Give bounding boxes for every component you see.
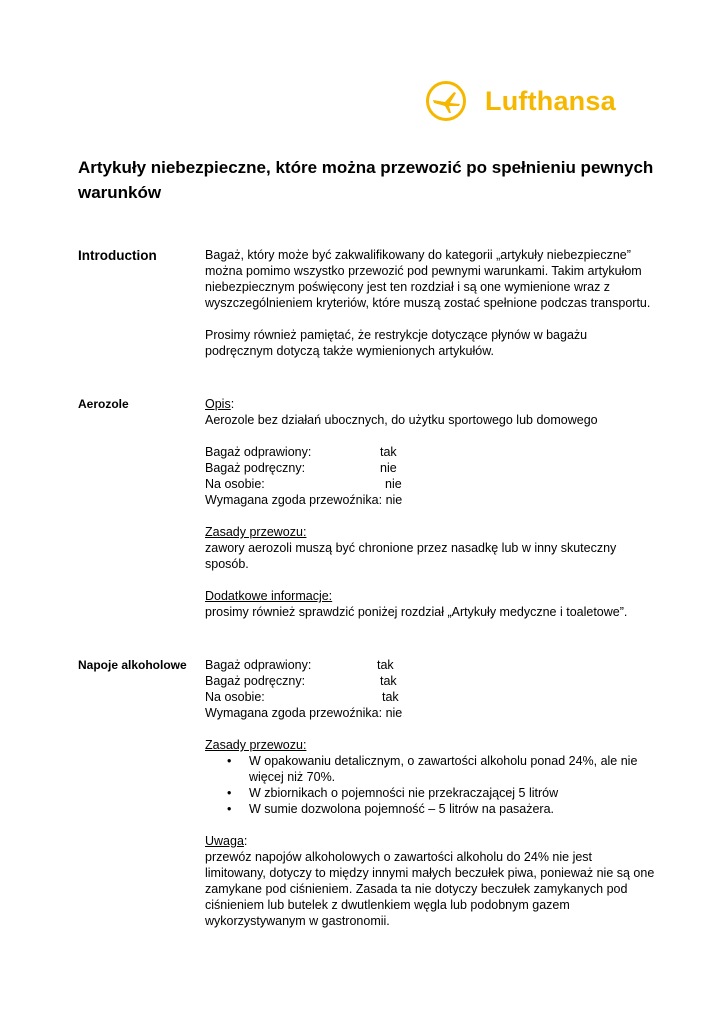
luggage-row xyxy=(205,705,655,721)
crane-logo-icon xyxy=(425,80,467,122)
opis-text: Aerozole bez działań ubocznych, do użytku sportowego lub domowego xyxy=(205,413,598,427)
lufthansa-logo xyxy=(425,80,616,122)
section-label-introduction: Introduction xyxy=(78,248,157,263)
luggage-row-label: Bagaż podręczny: xyxy=(205,674,306,688)
opis-colon: : xyxy=(230,397,235,411)
list-item: • W sumie dozwolona pojemność – 5 litrów na pasażera. xyxy=(205,801,655,817)
zasady-heading: Zasady przewozu: xyxy=(205,738,307,752)
dodatkowe-heading: Dodatkowe informacje: xyxy=(205,589,333,603)
dodatkowe-text: prosimy również sprawdzić poniżej rozdział „Artykuły medyczne i toaletowe”. xyxy=(205,605,628,619)
zasady-list xyxy=(205,753,655,817)
introduction-paragraph: Bagaż, który może być zakwalifikowany do kategorii „artykuły niebezpieczne” można pomimo wszystko przewozić pod pewnymi warunkami. Takim artykułom niebezpiecznym poświęcony jest ten rozdział i są one wymienione wraz z wyszczególnieniem kryteriów, które muszą zostać spełnione podczas transportu. xyxy=(205,248,651,310)
opis-heading: Opis xyxy=(205,397,231,411)
introduction-paragraph: Prosimy również pamiętać, że restrykcje dotyczące płynów w bagażu podręcznym dotyczą także wymienionych artykułów. xyxy=(205,328,588,358)
uwaga-heading: Uwaga xyxy=(205,834,244,848)
luggage-row xyxy=(205,444,655,460)
luggage-row-label: Bagaż podręczny: xyxy=(205,461,306,475)
luggage-row xyxy=(205,492,655,508)
luggage-row-value: tak xyxy=(380,674,397,688)
napoje-body xyxy=(205,657,655,929)
uwaga-colon: : xyxy=(243,834,248,848)
luggage-row-label: Bagaż odprawiony: xyxy=(205,445,312,459)
aerozole-body xyxy=(205,396,655,620)
luggage-row-value: tak xyxy=(382,690,399,704)
list-item: • W zbiornikach o pojemności nie przekraczającej 5 litrów xyxy=(205,785,655,801)
luggage-row xyxy=(205,476,655,492)
brand-name: Lufthansa xyxy=(485,85,616,116)
section-label-napoje-alkoholowe: Napoje alkoholowe xyxy=(78,658,187,672)
luggage-row xyxy=(205,460,655,476)
zasady-heading: Zasady przewozu: xyxy=(205,525,307,539)
luggage-row-label: Na osobie: xyxy=(205,690,265,704)
introduction-body xyxy=(205,247,655,359)
luggage-row-label: Wymagana zgoda przewoźnika: xyxy=(205,493,383,507)
luggage-row-value: tak xyxy=(380,445,397,459)
section-label-aerozole: Aerozole xyxy=(78,397,129,411)
luggage-row-label: Wymagana zgoda przewoźnika: xyxy=(205,706,383,720)
uwaga-text: przewóz napojów alkoholowych o zawartości alkoholu do 24% nie jest limitowany, dotyczy to między innymi małych beczułek piwa, ponieważ nie są one zamykane pod ciśnieniem. Zasada ta nie dotyczy beczułek zamykanych pod ciśnieniem lub butelek z dwutlenkiem węgla lub podobnym gazem wykorzystywanym w gastronomii. xyxy=(205,850,655,928)
luggage-row xyxy=(205,657,655,673)
luggage-row-value: nie xyxy=(380,461,397,475)
page-title: Artykuły niebezpieczne, które można przewozić po spełnieniu pewnych warunków xyxy=(78,158,654,202)
zasady-text: zawory aerozoli muszą być chronione przez nasadkę lub w inny skuteczny sposób. xyxy=(205,541,617,571)
luggage-row-label: Bagaż odprawiony: xyxy=(205,658,312,672)
luggage-row-value: nie xyxy=(385,493,403,507)
luggage-row xyxy=(205,689,655,705)
luggage-row-value: nie xyxy=(385,477,402,491)
luggage-row-value: tak xyxy=(377,658,394,672)
luggage-row-label: Na osobie: xyxy=(205,477,265,491)
list-item: • W opakowaniu detalicznym, o zawartości alkoholu ponad 24%, ale nie więcej niż 70%. xyxy=(205,753,655,785)
luggage-row xyxy=(205,673,655,689)
luggage-row-value: nie xyxy=(385,706,403,720)
